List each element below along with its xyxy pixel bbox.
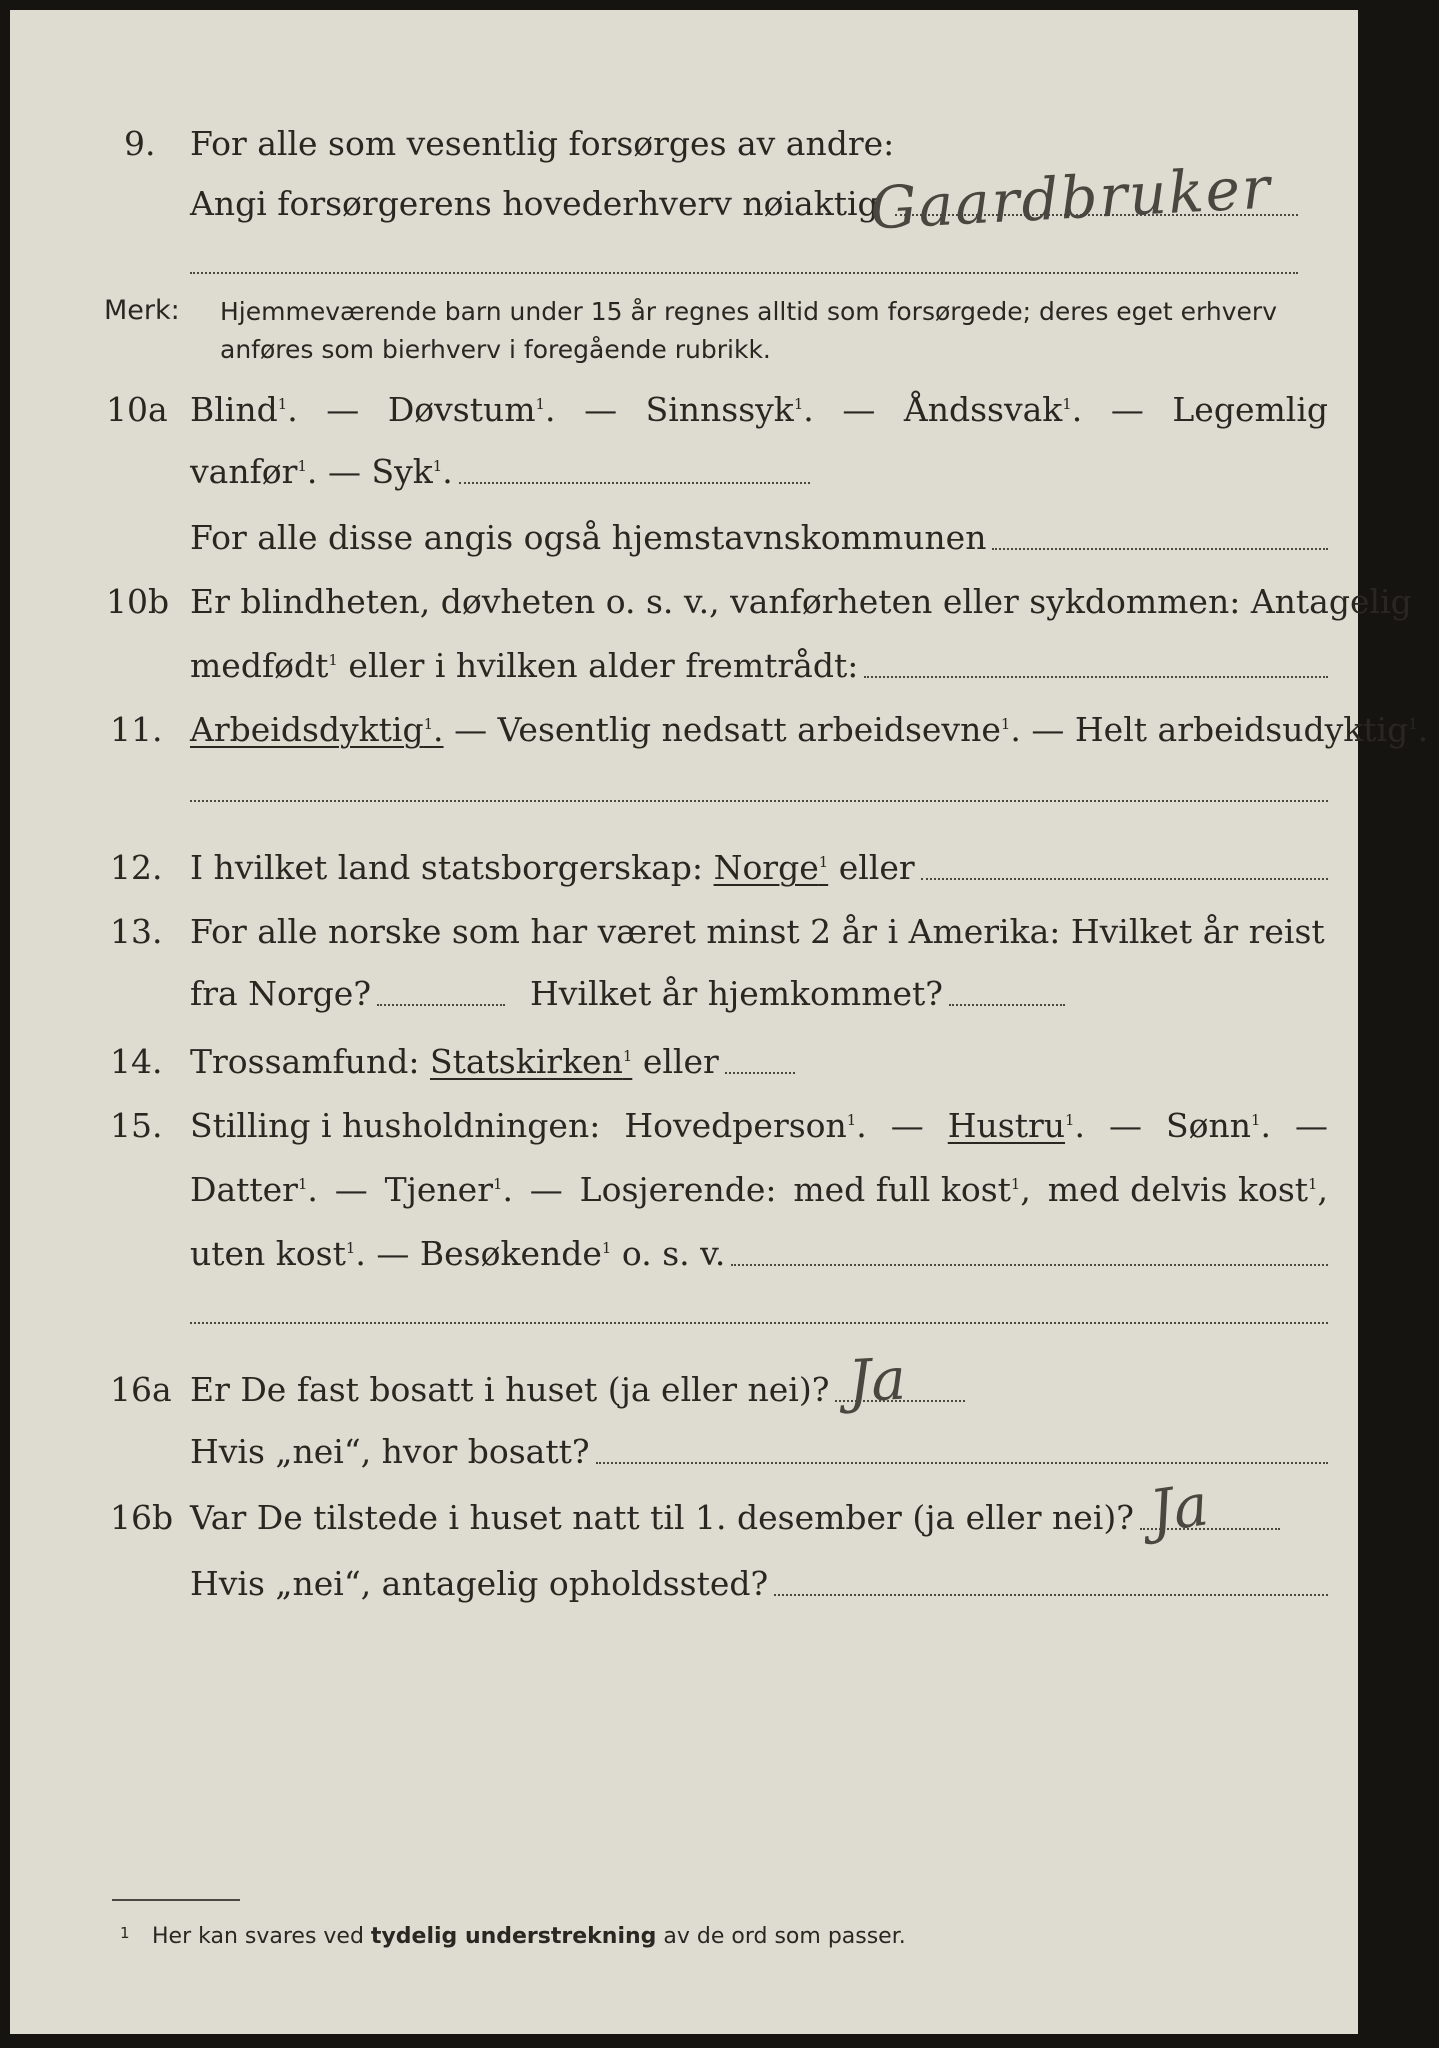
option-sonn[interactable]: Sønn$^1$. [1166,1106,1271,1145]
question-text: Hvis „nei“, antagelig opholdssted? [190,1564,769,1603]
note-text-line-1: Hjemmeværende barn under 15 år regnes alltid som forsørgede; deres eget erhverv [220,297,1277,326]
question-text: Var De tilstede i huset natt til 1. desember (ja eller nei)? [190,1498,1134,1537]
note-text-line-2: anføres som bierhverv i foregående rubrikk. [220,335,771,364]
separator-dash: — [842,390,876,429]
note-label: Merk: [104,295,180,326]
question-10a-line-2 [10,452,1358,492]
separator-dash: — [454,710,488,749]
answer-line[interactable] [725,1072,795,1074]
question-16a-line-2 [10,1432,1358,1472]
question-number: 10b [106,582,170,621]
option-statskirken[interactable]: Statskirken$^1$ [430,1042,633,1081]
handwritten-answer-16a: Ja [846,1344,908,1416]
question-11 [10,710,1429,750]
footnote-divider [112,1899,240,1901]
option-nedsatt-arbeidsevne[interactable]: Vesentlig nedsatt arbeidsevne$^1$. [497,710,1021,749]
answer-line[interactable] [731,1264,1328,1266]
option-blind[interactable]: Blind$^1$. [190,390,298,429]
question-15-line-1 [10,1106,1358,1146]
question-15-line-2 [10,1170,1358,1210]
option-sinnssyk[interactable]: Sinnssyk$^1$. [645,390,814,429]
option-uten-kost[interactable]: uten kost$^1$. [190,1234,366,1273]
question-text: Trossamfund: [190,1042,420,1081]
separator-dash: — [584,390,618,429]
answer-line[interactable] [190,272,1298,274]
option-besokende[interactable]: Besøkende$^1$ [419,1234,612,1273]
answer-line[interactable] [459,482,810,484]
separator-dash: — [1109,1106,1142,1145]
answer-line-hjemkommet[interactable] [949,1004,1065,1006]
question-number: 11. [110,710,163,749]
question-13-line-1 [10,912,1358,952]
option-legemlig[interactable]: Legemlig [1172,390,1328,429]
question-number: 10a [106,390,168,429]
option-hustru[interactable]: Hustru$^1$. [947,1106,1085,1145]
question-text: I hvilket land statsborgerskap: [190,848,704,887]
question-12 [10,848,1358,888]
separator-dash: — [529,1170,563,1209]
option-syk[interactable]: Syk$^1$. [371,452,453,491]
question-text: Hvis „nei“, hvor bosatt? [190,1432,590,1471]
separator-dash: — [1110,390,1144,429]
question-number: 13. [110,912,163,951]
question-text: For alle disse angis også hjemstavnskommunen [190,518,987,557]
answer-line[interactable] [921,878,1328,880]
question-text: For alle norske som har været minst 2 år i Amerika: Hvilket år reist [190,912,1325,951]
question-16a-line-1 [10,1370,1358,1410]
answer-line[interactable] [190,1322,1328,1324]
question-10b-line-2 [10,646,1358,686]
option-tjener[interactable]: Tjener$^1$. [384,1170,513,1209]
question-number: 9. [124,124,156,163]
osv-text: o. s. v. [621,1234,726,1273]
eller-text: eller [838,848,915,887]
option-medfodt[interactable]: medfødt$^1$ [190,646,338,685]
question-text: fra Norge? [190,974,372,1013]
question-14 [10,1042,1358,1082]
losjerende-label: Losjerende: [579,1170,777,1209]
question-text: Er blindheten, døvheten o. s. v., vanførheten eller sykdommen: Antagelig [190,582,1412,621]
answer-line[interactable] [864,676,1328,678]
question-10a-line-1 [10,390,1358,430]
question-number: 14. [110,1042,163,1081]
question-text: eller i hvilken alder fremtrådt: [348,646,859,685]
answer-line[interactable] [992,548,1328,550]
footnote-text-b: tydelig understrekning [370,1924,657,1949]
separator-dash: — [327,452,361,491]
option-datter[interactable]: Datter$^1$. [190,1170,318,1209]
answer-line-reist[interactable] [377,1004,505,1006]
option-andssvak[interactable]: Åndssvak$^1$. [903,390,1083,429]
question-number: 16b [110,1498,174,1537]
question-text: Angi forsørgerens hovederhverv nøiaktig [190,184,879,223]
option-norge[interactable]: Norge$^1$ [713,848,829,887]
answer-line[interactable] [596,1462,1328,1464]
option-hovedperson[interactable]: Hovedperson$^1$. [624,1106,867,1145]
question-number: 15. [110,1106,163,1145]
handwritten-answer-occupation: Gaardbruker [868,153,1274,243]
question-number: 16a [110,1370,172,1409]
option-helt-arbeidsudyktig[interactable]: Helt arbeidsudyktig$^1$. [1074,710,1429,749]
question-15-line-3 [10,1234,1358,1274]
answer-line[interactable] [190,800,1328,802]
separator-dash: — [1031,710,1065,749]
question-text: For alle som vesentlig forsørges av andre: [190,124,895,163]
question-9-line-1 [10,124,1358,164]
handwritten-answer-16b: Ja [1145,1470,1213,1546]
answer-line[interactable] [774,1594,1328,1596]
separator-dash: — [376,1234,410,1273]
question-number: 12. [110,848,163,887]
separator-dash: — [1294,1106,1328,1145]
footnote-text-c: av de ord som passer. [663,1924,906,1949]
option-delvis-kost[interactable]: med delvis kost$^1$, [1047,1170,1328,1209]
option-vanfor[interactable]: vanfør$^1$. [190,452,318,491]
option-arbeidsdyktig[interactable]: Arbeidsdyktig$^1$. [190,710,444,749]
separator-dash: — [326,390,360,429]
question-10b-line-1 [10,582,1412,622]
footnote-text-a: Her kan svares ved [152,1924,364,1949]
question-10a-line-3 [10,518,1358,558]
question-16b-line-2 [10,1564,1358,1604]
footnote-mark: 1 [120,1924,130,1942]
question-text: Er De fast bosatt i huset (ja eller nei)? [190,1370,830,1409]
separator-dash: — [334,1170,368,1209]
eller-text: eller [642,1042,719,1081]
census-form-page [10,10,1429,2034]
question-text: Stilling i husholdningen: [190,1106,601,1145]
footnote [120,1922,906,1952]
question-13-line-2 [10,974,1358,1014]
separator-dash: — [890,1106,924,1145]
option-full-kost[interactable]: med full kost$^1$, [793,1170,1031,1209]
question-text: Hvilket år hjemkommet? [530,974,943,1013]
option-dovstum[interactable]: Døvstum$^1$. [387,390,556,429]
